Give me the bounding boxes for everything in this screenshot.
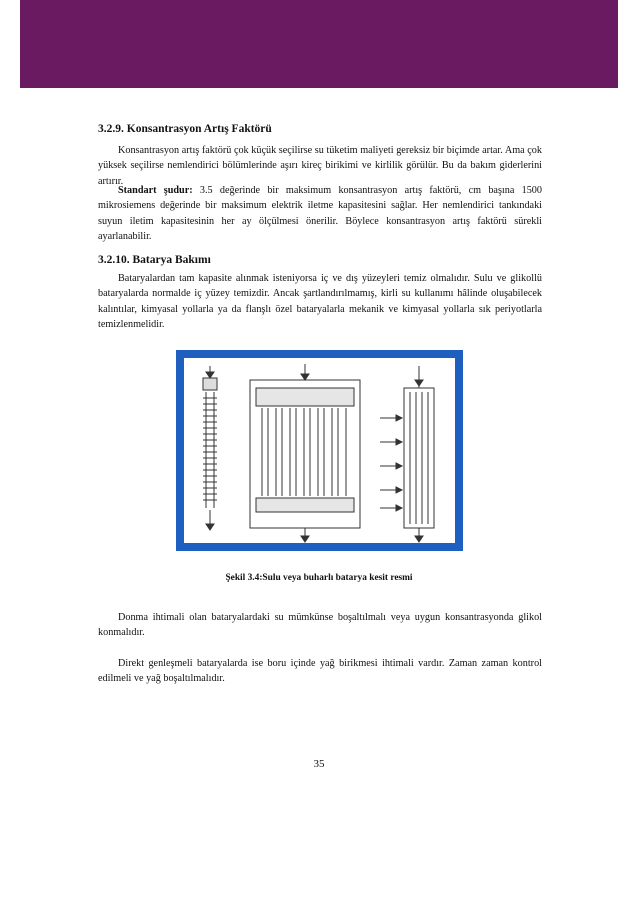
battery-cross-section-figure bbox=[176, 350, 463, 551]
section-heading-batarya: 3.2.10. Batarya Bakımı bbox=[98, 254, 211, 266]
paragraph-batarya bbox=[98, 271, 542, 333]
battery-diagram bbox=[184, 358, 455, 543]
paragraph-donma-text: Donma ihtimali olan bataryalardaki su mümkünse boşaltılmalı veya uygun konsantrasyonda glikol konmalıdır. bbox=[98, 612, 542, 639]
page-number: 35 bbox=[313, 758, 325, 770]
standard-text: 3.5 değerinde bir maksimum konsantrasyon artış faktörü, cm başına 1500 mikrosiemens değerinde bir maksimum elektrik iletme kapasitesini sağlar. Her nemlendirici tankındaki suyun iletim kapasitesinin her ay ölçülmesi önerilir. Böylece konsantrasyon artış faktörü sürekli ayarlanabilir. bbox=[98, 185, 542, 243]
header-band bbox=[20, 0, 618, 88]
paragraph-donma bbox=[98, 610, 542, 641]
paragraph-konsantrasyon-text: Konsantrasyon artış faktörü çok küçük seçilirse su tüketim maliyeti gereksiz bir biçimde artar. Ama çok yüksek seçilirse nemlendirici bölümlerinde aşırı kireç birikimi ve kirlilik görülür. Bu da bakım giderlerini artırır. bbox=[98, 145, 542, 187]
paragraph-direkt-text: Direkt genleşmeli bataryalarda ise boru içinde yağ birikmesi ihtimali vardır. Zaman zaman kontrol edilmeli ve yağ boşaltılmalıdır. bbox=[98, 658, 542, 685]
standard-label: Standart şudur: bbox=[118, 185, 193, 196]
paragraph-standart bbox=[98, 183, 542, 245]
paragraph-direkt bbox=[98, 656, 542, 687]
section-heading-konsantrasyon: 3.2.9. Konsantrasyon Artış Faktörü bbox=[98, 123, 272, 135]
figure-caption: Şekil 3.4:Sulu veya buharlı batarya kesit resmi bbox=[225, 573, 413, 583]
paragraph-batarya-text: Bataryalardan tam kapasite alınmak isteniyorsa iç ve dış yüzeyleri temiz olmalıdır. Sulu ve glikollü bataryalarda normalde iç yüzey temizdir. Ancak şartlandırılmamış, kirli su kullanımı hâlinde oluşabilecek kalıntılar, kimyasal yollarla ya da flanşlı özel bataryalarla mekanik ve kimyasal yollarla sık periyotlarla temizlenmelidir. bbox=[98, 273, 542, 331]
